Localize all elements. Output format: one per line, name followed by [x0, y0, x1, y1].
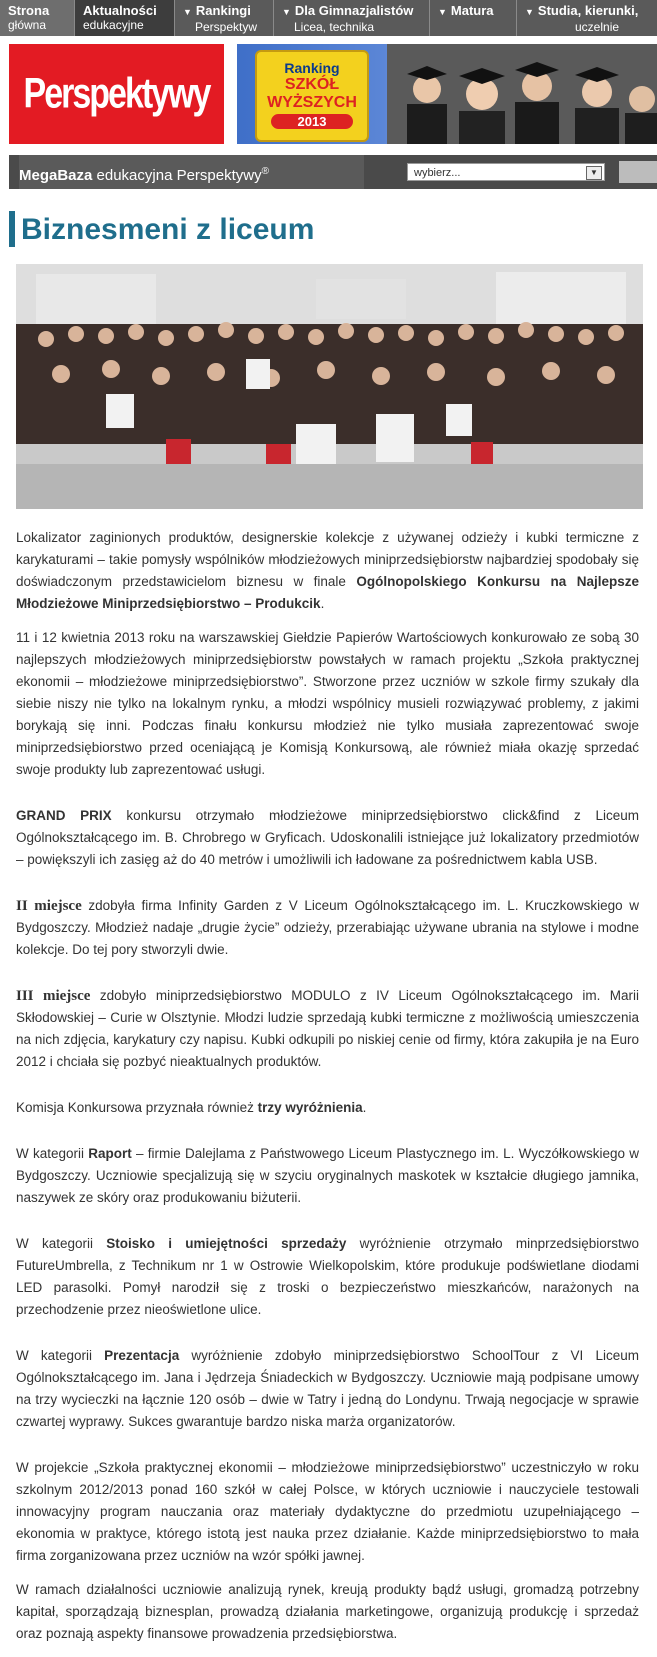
nav-item-title: Aktualności: [83, 3, 157, 18]
dropdown-arrow-icon: ▼: [525, 7, 534, 17]
megabaza-select[interactable]: [407, 163, 605, 181]
chevron-divider: [349, 155, 363, 189]
megabaza-rest: edukacyjna Perspektywy: [92, 167, 262, 184]
nav-item-title: Rankingi: [195, 3, 251, 18]
dropdown-arrow-icon: ▼: [438, 7, 447, 17]
paragraph: GRAND PRIX konkursu otrzymało młodzieżowe miniprzedsiębiorstwo click&find z Liceum Ogólnokształcącego im. B. Chrobrego w Gryficach. Udoskonalili istniejące już lokalizatory przedmiotów – powiększyli ich zasięg aż do 40 metrów i umożliwili ich ładowane za pośrednictwem kabla USB.: [16, 808, 639, 867]
paragraph: III miejsce zdobyło miniprzedsiębiorstwo MODULO z IV Liceum Ogólnokształcącego im. Marii Skłodowskiej – Curie w Olsztynie. Młodzi ludzie sprzedają kubki termiczne z możliwością umieszczenia na nich zdjęcia, karykatury czy napisu. Kubki odkupili po niskiej cenie od firmy, która zakupiła je na Euro 2012 i chciała się pozbyć nieaktualnych produktów.: [16, 988, 639, 1069]
nav-item-news[interactable]: [75, 0, 175, 36]
nav-item-title: Dla Gimnazjalistów: [294, 3, 414, 18]
dropdown-arrow-icon: ▼: [183, 7, 192, 17]
nav-item-title: Studia, kierunki,: [537, 3, 639, 18]
nav-item-title: Matura: [450, 3, 494, 18]
nav-item-matura[interactable]: [430, 0, 517, 36]
search-button[interactable]: [619, 161, 657, 183]
registered-mark: ®: [261, 166, 269, 177]
title-accent-bar: [9, 211, 15, 247]
badge-line: Ranking: [284, 60, 340, 76]
article-photo: [16, 264, 643, 509]
perspektywy-logo[interactable]: [9, 44, 224, 144]
logo-text: Perspektywy: [23, 69, 210, 118]
article-content: [16, 527, 639, 1657]
paragraph: W kategorii Stoisko i umiejętności sprzedaży wyróżnienie otrzymało minprzedsiębiorstwo FutureUmbrella, z Technikum nr 1 w Ostrowie Wielkopolskim, które produkuje podświetlane diodami LED parasolki. Pomył narodził się z troski o bezpieczeństwo mieszkańców, narażonych na przechodzenie przez nieoświetlone ulice.: [16, 1236, 639, 1317]
nav-item-studies[interactable]: [517, 0, 657, 36]
paragraph: II miejsce zdobyła firma Infinity Garden z V Liceum Ogólnokształcącego im. L. Kruczkowskiego w Bydgoszczy. Młodzież nadaje „drugie życie” odzieży, przerabiając używane ubrania na stylowe i modne kolekcje. Do tej pory stworzyli dwie.: [16, 898, 639, 957]
chevron-down-icon[interactable]: ▼: [586, 166, 602, 180]
megabaza-bar: [9, 155, 657, 189]
dropdown-arrow-icon: ▼: [282, 7, 291, 17]
nav-item-rankings[interactable]: [175, 0, 274, 36]
badge-year: 2013: [271, 114, 353, 129]
article-title: Biznesmeni z liceum: [21, 213, 315, 246]
paragraph: Komisja Konkursowa przyznała również trzy wyróżnienia.: [16, 1100, 367, 1115]
nav-item-title: Strona: [8, 3, 50, 18]
nav-item-subtitle: edukacyjne: [83, 18, 144, 32]
badge-line: SZKÓŁ: [284, 76, 340, 93]
nav-item-home[interactable]: [0, 0, 75, 36]
select-value: wybierz...: [414, 167, 461, 179]
top-navigation: [0, 0, 657, 36]
header: [0, 44, 657, 146]
paragraph: W ramach działalności uczniowie analizują rynek, kreują produkty bądź usługi, gromadzą potrzebny kapitał, sporządzają biznesplan, prowadzą działania marketingowe, organizują produkcję i sprzedaż oraz poznają aspekty finansowe prowadzenia przedsiębiorstwa.: [16, 1582, 639, 1641]
nav-item-subtitle: główna: [8, 18, 47, 32]
group-photo-image: [16, 264, 643, 509]
megabaza-bold: MegaBaza: [19, 167, 93, 184]
paragraph: W projekcie „Szkoła praktycznej ekonomii – młodzieżowe miniprzedsiębiorstwo” uczestniczyło w roku szkolnym 2012/2013 ponad 160 szkół w całej Polsce, w których uczniowie i nauczyciele testowali innowacyjny program nauczania oraz materiały dydaktyczne do przedmiotu uzupełniającego – ekonomia w praktyce, którego istotą jest nauka przez działanie. Każde miniprzedsiębiorstwo to mała firma zorganizowana przez uczniów na wzór spółki jawnej.: [16, 1460, 639, 1563]
nav-item-subtitle: Perspektyw: [195, 20, 258, 34]
nav-item-subtitle: Licea, technika: [294, 20, 375, 34]
paragraph: Lokalizator zaginionych produktów, designerskie kolekcje z używanej odzieży i kubki termiczne z karykaturami – takie pomysły wspólników młodzieżowych miniprzedsiębiorstw najbardziej spodobały się doświadczonym przedstawicielom biznesu w finale Ogólnopolskiego Konkursu na Najlepsze Młodzieżowe Miniprzedsiębiorstwo – Produkcik.: [16, 530, 639, 611]
nav-item-subtitle: uczelnie: [575, 20, 620, 34]
paragraph: W kategorii Raport – firmie Dalejlama z Państwowego Liceum Plastycznego im. L. Wyczółkowskiego w Bydgoszczy. Uczniowie specjalizują się w szyciu oryginalnych maskotek w kształcie długiego jamnika, naszywek ze skóry oraz produkowaniu biżuterii.: [16, 1146, 639, 1205]
paragraph: 11 i 12 kwietnia 2013 roku na warszawskiej Giełdzie Papierów Wartościowych konkurowało ze sobą 30 najlepszych młodzieżowych miniprzedsiębiorstw powstałych w ramach projektu „Szkoła praktycznej ekonomii – młodzieżowe miniprzedsiębiorstwo”. Stworzone przez uczniów w szkole firmy szukały dla siebie niszy nie tylko na lokalnym rynku, a młodzi wspólnicy musieli rozwiązywać problemy, z jakimi borykają się inni. Podczas finału konkursu młodzież nie tylko musiała zaprezentować swoje miniprzedsiębiorstwo przed oceniającą je Komisją Konkursową, ale również miała okazję sprzedać swoje produkty lub zaprezentować usługi.: [16, 630, 639, 777]
badge-line: WYŻSZYCH: [267, 94, 357, 111]
ranking-badge: [255, 50, 369, 142]
graduates-photo: [387, 44, 657, 144]
nav-item-junior-high[interactable]: [274, 0, 430, 36]
ranking-banner[interactable]: [237, 44, 657, 144]
megabaza-title: [19, 155, 364, 189]
paragraph: W kategorii Prezentacja wyróżnienie zdobyło miniprzedsiębiorstwo SchoolTour z VI Liceum Ogólnokształcącego im. Jana i Jędrzeja Śniadeckich w Bydgoszczy. Uczniowie mają podpisane umowy na trzy wycieczki na łącznie 120 osób – dwie w Tatry i jedną do Londynu. Trwają negocjacje w sprawie czwartej wyprawy. Sukces gwarantuje bardzo niska marża organizatorów.: [16, 1348, 639, 1429]
